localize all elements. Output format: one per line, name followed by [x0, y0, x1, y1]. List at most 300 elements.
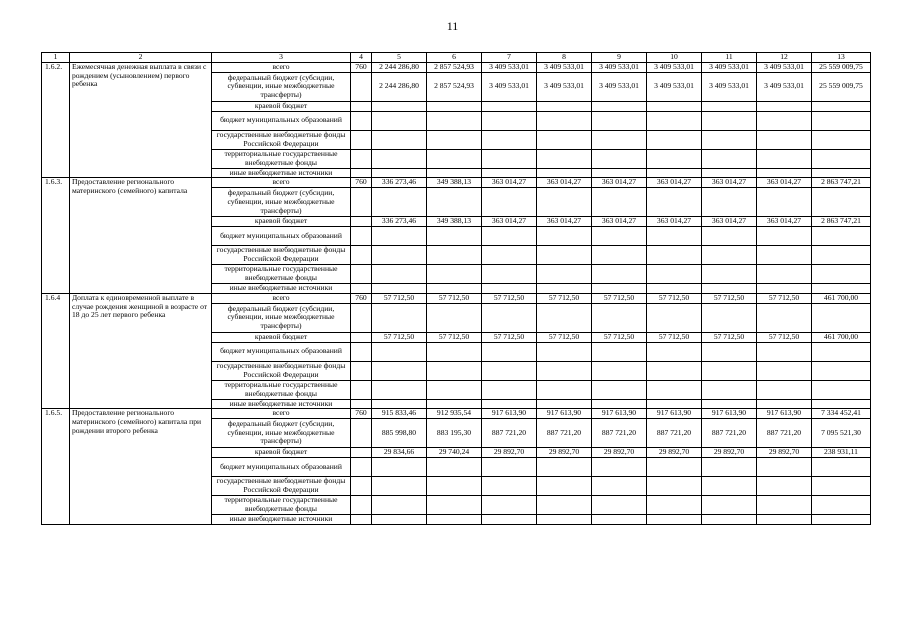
grbs-cell-empty: [351, 149, 372, 168]
column-header: 7: [482, 53, 537, 63]
column-header: 5: [372, 53, 427, 63]
amount-cell: 915 833,46: [372, 409, 427, 419]
amount-cell: [647, 303, 702, 332]
amount-cell: [702, 284, 757, 294]
amount-cell: 887 721,20: [702, 419, 757, 448]
amount-cell: [482, 496, 537, 515]
amount-cell: 883 195,30: [427, 419, 482, 448]
amount-cell: 912 935,54: [427, 409, 482, 419]
column-header: 13: [812, 53, 871, 63]
amount-cell: [647, 188, 702, 217]
amount-cell: [482, 458, 537, 477]
amount-cell: [482, 111, 537, 130]
amount-cell: [592, 188, 647, 217]
amount-cell: [537, 168, 592, 178]
amount-cell: [482, 101, 537, 111]
amount-cell: 57 712,50: [537, 332, 592, 342]
amount-cell: 887 721,20: [592, 419, 647, 448]
amount-cell: [592, 111, 647, 130]
amount-cell: [757, 188, 812, 217]
amount-cell: 3 409 533,01: [537, 63, 592, 73]
amount-cell: 917 613,90: [702, 409, 757, 419]
amount-cell: 363 014,27: [592, 178, 647, 188]
table-row: [42, 293, 871, 303]
amount-cell: 2 863 747,21: [812, 217, 871, 227]
amount-cell: [537, 149, 592, 168]
amount-cell: [427, 303, 482, 332]
table-row: [42, 409, 871, 419]
amount-cell: [537, 303, 592, 332]
amount-cell: [427, 342, 482, 361]
amount-cell: [427, 496, 482, 515]
amount-cell: [427, 477, 482, 496]
grbs-cell-empty: [351, 101, 372, 111]
amount-cell: [427, 458, 482, 477]
amount-cell: [647, 515, 702, 525]
measure-code: 1.6.5.: [42, 409, 70, 524]
amount-cell: 57 712,50: [592, 293, 647, 303]
amount-cell: 2 244 286,80: [372, 63, 427, 73]
funding-source-label: всего: [212, 409, 351, 419]
amount-cell: 57 712,50: [647, 293, 702, 303]
grbs-cell-empty: [351, 227, 372, 246]
page-number: 11: [446, 19, 459, 33]
amount-cell: 29 834,66: [372, 448, 427, 458]
amount-cell: [757, 515, 812, 525]
amount-cell: [647, 380, 702, 399]
grbs-cell-empty: [351, 246, 372, 265]
amount-cell: [537, 284, 592, 294]
amount-cell: [482, 188, 537, 217]
amount-cell: 363 014,27: [482, 178, 537, 188]
amount-cell: 917 613,90: [592, 409, 647, 419]
funding-source-label: территориальные государственные внебюджетные фонды: [212, 149, 351, 168]
amount-cell: [592, 101, 647, 111]
amount-cell: 57 712,50: [647, 332, 702, 342]
amount-cell: [537, 399, 592, 409]
measure-name: Доплата к единовременной выплате в случае рождения женщиной в возрасте от 18 до 25 лет первого ребенка: [70, 293, 212, 408]
grbs-cell-empty: [351, 448, 372, 458]
funding-source-label: бюджет муниципальных образований: [212, 458, 351, 477]
measure-code: 1.6.3.: [42, 178, 70, 293]
amount-cell: 917 613,90: [757, 409, 812, 419]
grbs-cell-empty: [351, 515, 372, 525]
grbs-cell-empty: [351, 284, 372, 294]
amount-cell: [537, 101, 592, 111]
grbs-cell-empty: [351, 217, 372, 227]
amount-cell: [427, 515, 482, 525]
amount-cell: [702, 168, 757, 178]
amount-cell: 238 931,11: [812, 448, 871, 458]
amount-cell: [537, 130, 592, 149]
amount-cell: [812, 477, 871, 496]
amount-cell: 336 273,46: [372, 217, 427, 227]
amount-cell: [702, 399, 757, 409]
amount-cell: 3 409 533,01: [647, 72, 702, 101]
amount-cell: [702, 149, 757, 168]
grbs-cell-empty: [351, 72, 372, 101]
amount-cell: [372, 380, 427, 399]
amount-cell: [757, 168, 812, 178]
amount-cell: 461 700,00: [812, 332, 871, 342]
amount-cell: [702, 265, 757, 284]
amount-cell: [482, 149, 537, 168]
amount-cell: [372, 284, 427, 294]
amount-cell: [812, 101, 871, 111]
amount-cell: [482, 399, 537, 409]
column-header: 3: [212, 53, 351, 63]
amount-cell: 57 712,50: [372, 332, 427, 342]
amount-cell: 887 721,20: [482, 419, 537, 448]
amount-cell: 57 712,50: [427, 293, 482, 303]
grbs-cell-empty: [351, 130, 372, 149]
amount-cell: 29 892,70: [702, 448, 757, 458]
amount-cell: [427, 111, 482, 130]
funding-source-label: федеральный бюджет (субсидии, субвенции, иные межбюджетные трансферты): [212, 419, 351, 448]
amount-cell: 885 998,80: [372, 419, 427, 448]
amount-cell: [757, 111, 812, 130]
funding-source-label: краевой бюджет: [212, 217, 351, 227]
amount-cell: 29 892,70: [537, 448, 592, 458]
budget-table: [41, 52, 871, 525]
amount-cell: [482, 168, 537, 178]
grbs-cell-empty: [351, 496, 372, 515]
grbs-cell-empty: [351, 342, 372, 361]
amount-cell: [482, 361, 537, 380]
amount-cell: [592, 265, 647, 284]
amount-cell: 3 409 533,01: [757, 72, 812, 101]
amount-cell: 363 014,27: [537, 217, 592, 227]
amount-cell: [812, 149, 871, 168]
measure-name: Предоставление регионального материнского (семейного) капитала: [70, 178, 212, 293]
column-header: 8: [537, 53, 592, 63]
amount-cell: [592, 399, 647, 409]
amount-cell: 25 559 009,75: [812, 72, 871, 101]
amount-cell: [812, 246, 871, 265]
amount-cell: [427, 168, 482, 178]
amount-cell: [537, 361, 592, 380]
measure-code: 1.6.2.: [42, 63, 70, 178]
amount-cell: [482, 477, 537, 496]
grbs-cell-empty: [351, 399, 372, 409]
amount-cell: [372, 149, 427, 168]
amount-cell: 29 740,24: [427, 448, 482, 458]
amount-cell: [702, 342, 757, 361]
amount-cell: [372, 303, 427, 332]
amount-cell: 57 712,50: [427, 332, 482, 342]
amount-cell: 336 273,46: [372, 178, 427, 188]
amount-cell: [702, 477, 757, 496]
amount-cell: [702, 101, 757, 111]
amount-cell: [427, 130, 482, 149]
amount-cell: [647, 130, 702, 149]
column-header: 2: [70, 53, 212, 63]
amount-cell: [482, 515, 537, 525]
amount-cell: 363 014,27: [647, 217, 702, 227]
funding-source-label: иные внебюджетные источники: [212, 168, 351, 178]
funding-source-label: иные внебюджетные источники: [212, 515, 351, 525]
amount-cell: [812, 342, 871, 361]
amount-cell: [592, 496, 647, 515]
header-row: [42, 53, 871, 63]
funding-source-label: территориальные государственные внебюджетные фонды: [212, 380, 351, 399]
amount-cell: [647, 496, 702, 515]
amount-cell: [427, 149, 482, 168]
amount-cell: 3 409 533,01: [702, 72, 757, 101]
table-row: [42, 178, 871, 188]
amount-cell: [812, 188, 871, 217]
amount-cell: [372, 246, 427, 265]
amount-cell: [757, 477, 812, 496]
amount-cell: [592, 284, 647, 294]
amount-cell: [372, 265, 427, 284]
amount-cell: 29 892,70: [757, 448, 812, 458]
amount-cell: 57 712,50: [482, 332, 537, 342]
amount-cell: [537, 227, 592, 246]
amount-cell: [427, 227, 482, 246]
amount-cell: [537, 515, 592, 525]
grbs-code: 760: [351, 293, 372, 303]
amount-cell: 917 613,90: [482, 409, 537, 419]
amount-cell: [702, 227, 757, 246]
funding-source-label: краевой бюджет: [212, 332, 351, 342]
column-header: 4: [351, 53, 372, 63]
amount-cell: 3 409 533,01: [647, 63, 702, 73]
amount-cell: [812, 458, 871, 477]
amount-cell: [372, 342, 427, 361]
amount-cell: [647, 168, 702, 178]
grbs-cell-empty: [351, 380, 372, 399]
amount-cell: 25 559 009,75: [812, 63, 871, 73]
amount-cell: [427, 188, 482, 217]
amount-cell: 57 712,50: [482, 293, 537, 303]
amount-cell: [537, 458, 592, 477]
amount-cell: [647, 227, 702, 246]
amount-cell: [757, 130, 812, 149]
amount-cell: 29 892,70: [592, 448, 647, 458]
grbs-cell-empty: [351, 458, 372, 477]
amount-cell: 2 857 524,93: [427, 63, 482, 73]
amount-cell: [702, 515, 757, 525]
amount-cell: 7 095 521,30: [812, 419, 871, 448]
funding-source-label: краевой бюджет: [212, 101, 351, 111]
amount-cell: [757, 458, 812, 477]
column-header: 6: [427, 53, 482, 63]
amount-cell: [372, 399, 427, 409]
funding-source-label: всего: [212, 63, 351, 73]
grbs-cell-empty: [351, 303, 372, 332]
amount-cell: [592, 149, 647, 168]
measure-name: Предоставление регионального материнского (семейного) капитала при рождении второго ребенка: [70, 409, 212, 524]
amount-cell: [757, 284, 812, 294]
amount-cell: [647, 477, 702, 496]
amount-cell: 363 014,27: [702, 178, 757, 188]
amount-cell: [647, 361, 702, 380]
amount-cell: 363 014,27: [482, 217, 537, 227]
amount-cell: [372, 477, 427, 496]
amount-cell: [372, 111, 427, 130]
amount-cell: 363 014,27: [647, 178, 702, 188]
amount-cell: [757, 380, 812, 399]
amount-cell: 461 700,00: [812, 293, 871, 303]
amount-cell: [537, 342, 592, 361]
amount-cell: [757, 342, 812, 361]
amount-cell: [537, 380, 592, 399]
funding-source-label: государственные внебюджетные фонды Российской Федерации: [212, 361, 351, 380]
amount-cell: [647, 111, 702, 130]
amount-cell: [592, 342, 647, 361]
funding-source-label: федеральный бюджет (субсидии, субвенции, иные межбюджетные трансферты): [212, 303, 351, 332]
amount-cell: 887 721,20: [537, 419, 592, 448]
amount-cell: [427, 265, 482, 284]
amount-cell: 7 334 452,41: [812, 409, 871, 419]
amount-cell: [372, 458, 427, 477]
amount-cell: 349 388,13: [427, 178, 482, 188]
amount-cell: [592, 361, 647, 380]
amount-cell: [537, 265, 592, 284]
amount-cell: 3 409 533,01: [702, 63, 757, 73]
funding-source-label: всего: [212, 178, 351, 188]
amount-cell: [482, 380, 537, 399]
amount-cell: [482, 246, 537, 265]
funding-source-label: бюджет муниципальных образований: [212, 342, 351, 361]
amount-cell: 29 892,70: [482, 448, 537, 458]
amount-cell: 887 721,20: [757, 419, 812, 448]
amount-cell: 917 613,90: [647, 409, 702, 419]
funding-source-label: государственные внебюджетные фонды Российской Федерации: [212, 477, 351, 496]
amount-cell: [592, 130, 647, 149]
amount-cell: [647, 399, 702, 409]
funding-source-label: государственные внебюджетные фонды Российской Федерации: [212, 246, 351, 265]
amount-cell: [592, 515, 647, 525]
amount-cell: [647, 284, 702, 294]
amount-cell: [482, 342, 537, 361]
funding-source-label: всего: [212, 293, 351, 303]
column-header: 10: [647, 53, 702, 63]
amount-cell: [702, 246, 757, 265]
grbs-cell-empty: [351, 477, 372, 496]
amount-cell: [592, 458, 647, 477]
amount-cell: [372, 188, 427, 217]
amount-cell: 57 712,50: [537, 293, 592, 303]
amount-cell: [812, 284, 871, 294]
column-header: 1: [42, 53, 70, 63]
amount-cell: 887 721,20: [647, 419, 702, 448]
amount-cell: [812, 265, 871, 284]
amount-cell: [757, 227, 812, 246]
amount-cell: 57 712,50: [372, 293, 427, 303]
amount-cell: [702, 380, 757, 399]
amount-cell: 363 014,27: [592, 217, 647, 227]
amount-cell: [592, 227, 647, 246]
amount-cell: [427, 380, 482, 399]
funding-source-label: территориальные государственные внебюджетные фонды: [212, 265, 351, 284]
amount-cell: [702, 188, 757, 217]
amount-cell: 3 409 533,01: [592, 72, 647, 101]
amount-cell: 2 244 286,80: [372, 72, 427, 101]
funding-source-label: федеральный бюджет (субсидии, субвенции, иные межбюджетные трансферты): [212, 72, 351, 101]
column-header: 11: [702, 53, 757, 63]
amount-cell: [372, 168, 427, 178]
amount-cell: [537, 111, 592, 130]
grbs-code: 760: [351, 178, 372, 188]
amount-cell: [372, 101, 427, 111]
amount-cell: [647, 342, 702, 361]
amount-cell: [757, 101, 812, 111]
amount-cell: [482, 130, 537, 149]
amount-cell: [592, 168, 647, 178]
amount-cell: [647, 149, 702, 168]
amount-cell: [647, 458, 702, 477]
amount-cell: 917 613,90: [537, 409, 592, 419]
amount-cell: [812, 303, 871, 332]
amount-cell: 363 014,27: [757, 217, 812, 227]
amount-cell: [372, 130, 427, 149]
amount-cell: 29 892,70: [647, 448, 702, 458]
amount-cell: [812, 130, 871, 149]
amount-cell: [537, 477, 592, 496]
amount-cell: 3 409 533,01: [757, 63, 812, 73]
amount-cell: 57 712,50: [702, 293, 757, 303]
amount-cell: [372, 361, 427, 380]
amount-cell: [757, 149, 812, 168]
amount-cell: [757, 246, 812, 265]
amount-cell: [812, 168, 871, 178]
amount-cell: [757, 361, 812, 380]
amount-cell: [757, 496, 812, 515]
amount-cell: [812, 399, 871, 409]
amount-cell: [647, 265, 702, 284]
amount-cell: 57 712,50: [757, 332, 812, 342]
grbs-code: 760: [351, 63, 372, 73]
grbs-cell-empty: [351, 188, 372, 217]
grbs-cell-empty: [351, 332, 372, 342]
amount-cell: 3 409 533,01: [592, 63, 647, 73]
amount-cell: [427, 101, 482, 111]
funding-source-label: федеральный бюджет (субсидии, субвенции, иные межбюджетные трансферты): [212, 188, 351, 217]
amount-cell: 363 014,27: [702, 217, 757, 227]
amount-cell: [757, 399, 812, 409]
amount-cell: [427, 361, 482, 380]
funding-source-label: территориальные государственные внебюджетные фонды: [212, 496, 351, 515]
amount-cell: [812, 361, 871, 380]
amount-cell: [372, 227, 427, 246]
amount-cell: [702, 303, 757, 332]
amount-cell: [702, 496, 757, 515]
amount-cell: 57 712,50: [592, 332, 647, 342]
amount-cell: [812, 496, 871, 515]
amount-cell: [427, 246, 482, 265]
amount-cell: [812, 380, 871, 399]
amount-cell: [812, 515, 871, 525]
amount-cell: [372, 496, 427, 515]
amount-cell: 57 712,50: [702, 332, 757, 342]
amount-cell: [647, 101, 702, 111]
funding-source-label: бюджет муниципальных образований: [212, 111, 351, 130]
amount-cell: [482, 227, 537, 246]
amount-cell: [812, 227, 871, 246]
amount-cell: 2 863 747,21: [812, 178, 871, 188]
funding-source-label: иные внебюджетные источники: [212, 284, 351, 294]
amount-cell: 3 409 533,01: [482, 72, 537, 101]
grbs-cell-empty: [351, 361, 372, 380]
amount-cell: [592, 303, 647, 332]
grbs-code: 760: [351, 409, 372, 419]
amount-cell: [482, 303, 537, 332]
funding-source-label: иные внебюджетные источники: [212, 399, 351, 409]
amount-cell: [812, 111, 871, 130]
amount-cell: [592, 380, 647, 399]
